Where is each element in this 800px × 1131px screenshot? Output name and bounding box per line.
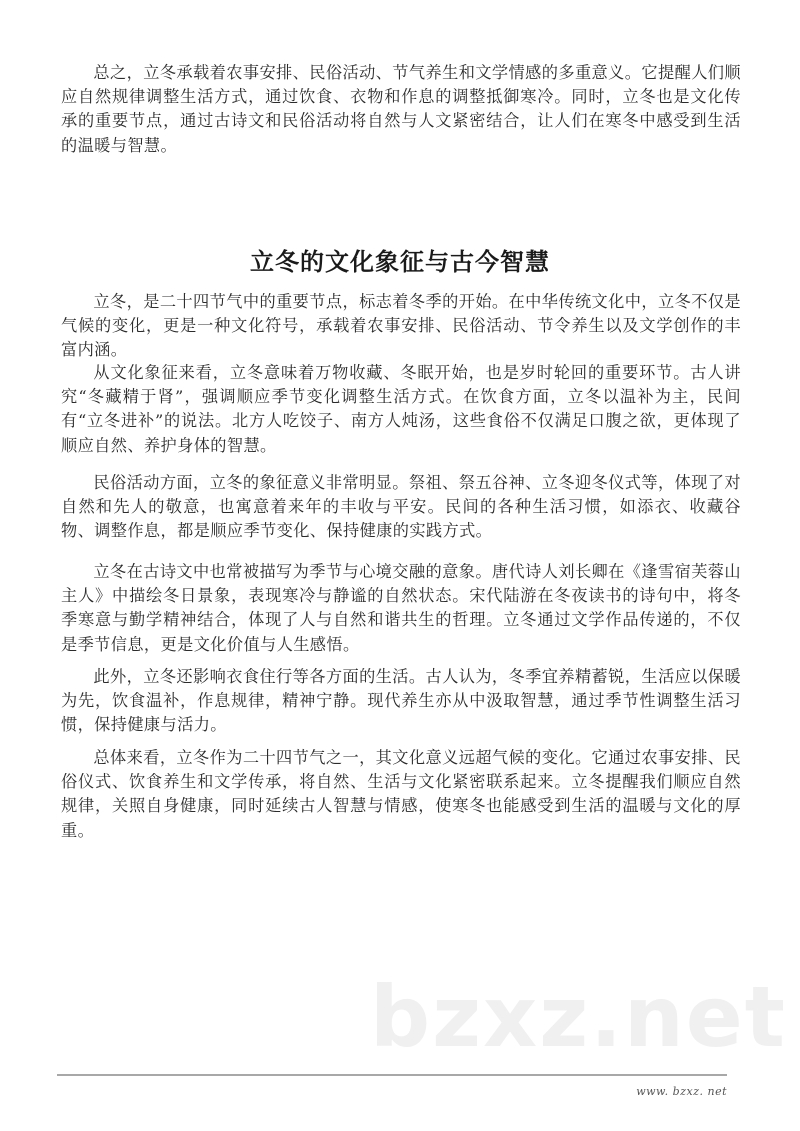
paragraph-3: 民俗活动方面，立冬的象征意义非常明显。祭祖、祭五谷神、立冬迎冬仪式等，体现了对自然和先人的敬意，也寓意着来年的丰收与平安。民间的各种生活习惯，如添衣、收藏谷物、调整作息，都是顺应季节变化、保持健康的实践方式。 (61, 473, 741, 541)
intro-paragraph: 总之，立冬承载着农事安排、民俗活动、节气养生和文学情感的多重意义。它提醒人们顺应自然规律调整生活方式，通过饮食、衣物和作息的调整抵御寒冷。同时，立冬也是文化传承的重要节点，通过古诗文和民俗活动将自然与人文紧密结合，让人们在寒冬中感受到生活的温暖与智慧。 (61, 63, 741, 155)
watermark-text: bzxz.net (370, 968, 787, 1066)
paragraph-2: 从文化象征来看，立冬意味着万物收藏、冬眠开始，也是岁时轮回的重要环节。古人讲究“冬藏精于肾”，强调顺应季节变化调整生活方式。在饮食方面，立冬以温补为主，民间有“立冬进补”的说法。北方人吃饺子、南方人炖汤，这些食俗不仅满足口腹之欲，更体现了顺应自然、养护身体的智慧。 (61, 363, 741, 455)
section-title: 立冬的文化象征与古今智慧 (250, 248, 550, 276)
footer-url: www. bzxz. net (636, 1085, 727, 1098)
paragraph-1: 立冬，是二十四节气中的重要节点，标志着冬季的开始。在中华传统文化中，立冬不仅是气候的变化，更是一种文化符号，承载着农事安排、民俗活动、节令养生以及文学创作的丰富内涵。 (61, 292, 741, 360)
paragraph-6: 总体来看，立冬作为二十四节气之一，其文化意义远超气候的变化。它通过农事安排、民俗仪式、饮食养生和文学传承，将自然、生活与文化紧密联系起来。立冬提醒我们顺应自然规律，关照自身健康，同时延续古人智慧与情感，使寒冬也能感受到生活的温暖与文化的厚重。 (61, 748, 741, 840)
footer-divider (57, 1074, 727, 1076)
paragraph-4: 立冬在古诗文中也常被描写为季节与心境交融的意象。唐代诗人刘长卿在《逢雪宿芙蓉山主人》中描绘冬日景象，表现寒冷与静谧的自然状态。宋代陆游在冬夜读书的诗句中，将冬季寒意与勤学精神结合，体现了人与自然和谐共生的哲理。立冬通过文学作品传递的，不仅是季节信息，更是文化价值与人生感悟。 (61, 562, 741, 654)
paragraph-5: 此外，立冬还影响衣食住行等各方面的生活。古人认为，冬季宜养精蓄锐，生活应以保暖为先，饮食温补，作息规律，精神宁静。现代养生亦从中汲取智慧，通过季节性调整生活习惯，保持健康与活力。 (61, 667, 741, 735)
